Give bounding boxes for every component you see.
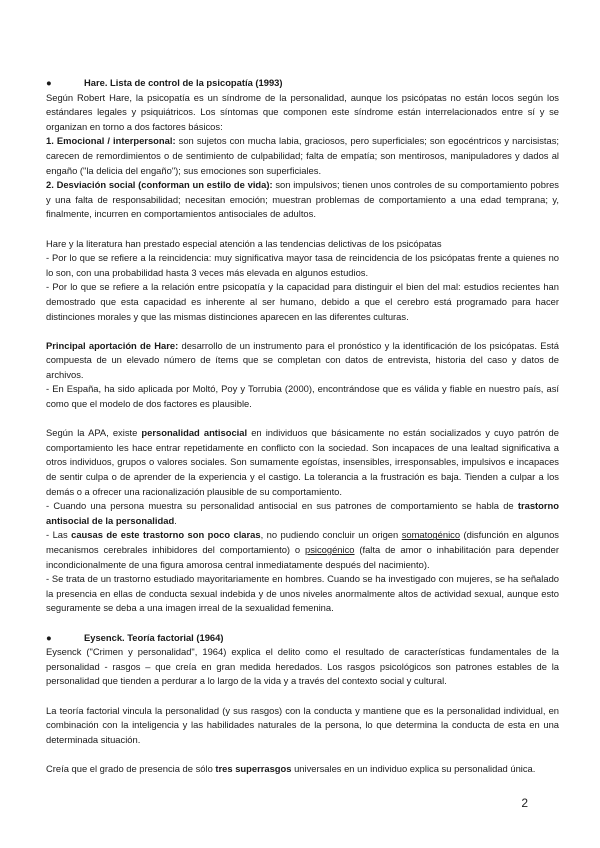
hare-reincidence: - Por lo que se refiere a la reincidencia: muy significativa mayor tasa de reincidencia de los psicópatas frente a quienes no lo son, con una probabilidad hasta 3 veces más elevada en algunos estudios. <box>46 252 559 278</box>
apa-causes <box>46 528 559 572</box>
apa-p2-start: - Cuando una persona muestra su personalidad antisocial en sus patrones de comportamiento se habla de <box>46 500 518 512</box>
hare-title: Hare. Lista de control de la psicopatía (1993) <box>84 77 283 88</box>
apa-p3-start: - Las <box>46 529 72 541</box>
bullet-icon: ● <box>46 631 52 643</box>
apa-p1-end: en individuos que básicamente no están socializados y cuyo patrón de comportamiento les hace entrar repetidamente en conflicto con la sociedad. Son incapaces de una lealtad significativa a otros individuos, grupos o valores sociales. Son sumamente egoístas, insensibles, irresponsables, impulsivos e incapaces de sentir culpa o de aprender de la experiencia y el castigo. La tolerancia a la frustración es baja. Tienden a culpar a los demás o a ofrecer una racionalización plausible de su comportamiento. <box>46 427 559 497</box>
apa-women: - Se trata de un trastorno estudiado mayoritariamente en hombres. Cuando se ha investigado con mujeres, se ha señalado la presencia en ellas de conducta sexual indebida y de unos niveles anormalmente altos de actividad sexual, aunque esto seguramente se deba a una imagen irreal de la sexualidad femenina. <box>46 573 559 614</box>
hare-attention: Hare y la literatura han prestado especial atención a las tendencias delictivas de los psicópatas <box>46 237 442 249</box>
hare-heading <box>46 76 559 91</box>
apa-p1-bold: personalidad antisocial <box>141 427 248 439</box>
contribution-text: desarrollo de un instrumento para el pronóstico y la identificación de los psicópatas. Está compuesta de un elevado número de ítems que se completan con datos de entrevista, historia del caso y datos de archivos. <box>46 339 559 380</box>
apa-p2-bold: trastorno antisocial de la personalidad <box>46 500 559 526</box>
apa-p3-bold: causas de este trastorno son poco claras <box>71 529 261 541</box>
eysenck-p3 <box>46 762 559 777</box>
document-page <box>46 76 559 777</box>
contribution-label: Principal aportación de Hare: <box>46 339 179 351</box>
eysenck-p1: Eysenck ("Crimen y personalidad", 1964) explica el delito como el resultado de características fundamentales de la personalidad - rasgos – que creía en gran medida heredados. Los rasgos psicológicos son patrones estables de la personalidad que tienden a perdurar a lo largo de la vida y a través del contexto social y cultural. <box>46 646 559 687</box>
factor-1-label: 1. Emocional / interpersonal: <box>46 135 176 147</box>
apa-p3-psychogenic: psicogénico <box>304 544 355 555</box>
apa-paragraph <box>46 426 559 499</box>
apa-p1-start: Según la APA, existe <box>46 427 142 439</box>
factor-2-text: son impulsivos; tienen unos controles de su comportamiento pobres y una falta de responsabilidad; necesitan emoción; muestran problemas de comportamiento a una edad temprana; y, finalmente, incurren en comportamientos antisociales de adultos. <box>46 179 559 220</box>
apa-p3-mid2: (disfunción en algunos mecanismos cerebrales inhibidores del comportamiento) o <box>46 529 559 555</box>
factor-2-label: 2. Desviación social (conforman un estilo de vida): <box>46 179 273 191</box>
apa-disorder <box>46 499 559 528</box>
apa-p3-end: (falta de amor o inhabilitación para depender incondicionalmente de una figura amorosa central inmediatamente después del nacimiento). <box>46 544 559 570</box>
eysenck-p2: La teoría factorial vincula la personalidad (y sus rasgos) con la conducta y mantiene que es la personalidad individual, en combinación con la inteligencia y las habilidades naturales de la persona, lo que determina la conducta de esta en una determinada situación. <box>46 704 559 745</box>
hare-factor-2 <box>46 178 559 222</box>
hare-contribution <box>46 339 559 383</box>
bullet-icon: ● <box>46 77 52 88</box>
hare-relation: - Por lo que se refiere a la relación entre psicopatía y la capacidad para distinguir el bien del mal: estudios recientes han demostrado que esta capacidad es inherente al ser humano, debido a que el cerebro está programado para hacer distinciones morales y que las mismas distinciones aparecen en las diferentes culturas. <box>46 281 559 322</box>
hare-factor-1 <box>46 134 559 178</box>
eysenck-title: Eysenck. Teoría factorial (1964) <box>84 631 224 643</box>
eysenck-p3-bold: tres superrasgos <box>215 762 292 774</box>
eysenck-p3-end: universales en un individuo explica su personalidad única. <box>291 762 536 774</box>
eysenck-p3-start: Creía que el grado de presencia de sólo <box>46 762 216 774</box>
hare-spain: - En España, ha sido aplicada por Moltó, Poy y Torrubia (2000), encontrándose que es válida y fiable en nuestro país, así como que el modelo de dos factores es plausible. <box>46 383 559 410</box>
hare-intro: Según Robert Hare, la psicopatía es un síndrome de la personalidad, aunque los psicópatas no están locos según los estándares legales y psiquiátricos. Los síntomas que componen este síndrome están interrelacionados entre sí y se organizan en torno a dos factores básicos: <box>46 91 559 132</box>
eysenck-heading <box>46 631 559 646</box>
apa-p3-mid1: , no pudiendo concluir un origen <box>260 529 402 541</box>
factor-1-text: son sujetos con mucha labia, graciosos, pero superficiales; son egocéntricos y narcisistas; carecen de remordimientos o de sentimiento de culpabilidad; falta de empatía; son mentirosos, manipuladores y dados al engaño ("la delicia del engaño"); sus emociones son superficiales. <box>46 135 560 176</box>
apa-p3-somatogenic: somatogénico <box>401 529 461 541</box>
apa-p2-end: . <box>174 514 177 526</box>
page-number: 2 <box>521 796 528 810</box>
